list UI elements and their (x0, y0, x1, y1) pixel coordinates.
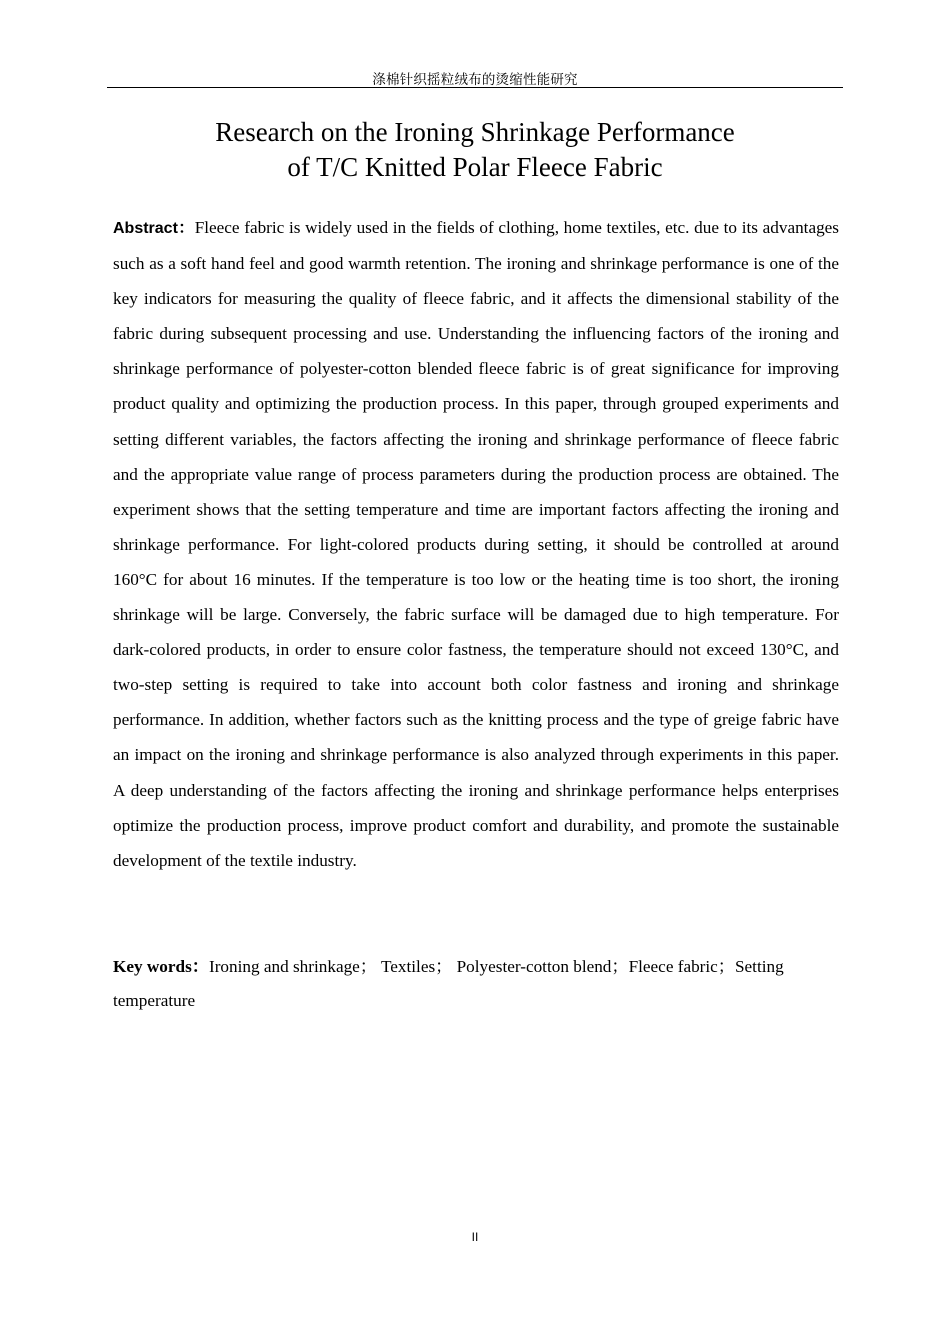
running-header: 涤棉针织摇粒绒布的烫缩性能研究 (372, 72, 578, 88)
paper-title (0, 115, 950, 185)
page-number: II (471, 1230, 479, 1244)
abstract-label: Abstract： (113, 220, 195, 237)
keywords-paragraph (113, 950, 839, 1018)
title-line-2: of T/C Knitted Polar Fleece Fabric (287, 152, 663, 182)
abstract-paragraph (113, 210, 839, 878)
abstract-text: Fleece fabric is widely used in the fields of clothing, home textiles, etc. due to its advantages such as a soft hand feel and good warmth retention. The ironing and shrinkage performance is one of the key indicators for measuring the quality of fleece fabric, and it affects the dimensional stability of the fabric during subsequent processing and use. Understanding the influencing factors of the ironing and shrinkage performance of polyester-cotton blended fleece fabric is of great significance for improving product quality and optimizing the production process. In this paper, through grouped experiments and setting different variables, the factors affecting the ironing and shrinkage performance of fleece fabric and the appropriate value range of process parameters during the production process are obtained. The experiment shows that the setting temperature and time are important factors affecting the ironing and shrinkage performance. For light-colored products during setting, it should be controlled at around 160°C for about 16 minutes. If the temperature is too low or the heating time is too short, the ironing shrinkage will be large. Conversely, the fabric surface will be damaged due to high temperature. For dark-colored products, in order to ensure color fastness, the temperature should not exceed 130°C, and two-step setting is required to take into account both color fastness and ironing and shrinkage performance. In addition, whether factors such as the knitting process and the type of greige fabric have an impact on the ironing and shrinkage performance is also analyzed through experiments in this paper. A deep understanding of the factors affecting the ironing and shrinkage performance helps enterprises optimize the production process, improve product comfort and durability, and promote the sustainable development of the textile industry. (113, 218, 839, 870)
title-line-1: Research on the Ironing Shrinkage Performance (215, 117, 735, 147)
header-rule (107, 87, 843, 88)
keywords-text: Ironing and shrinkage； Textiles； Polyester-cotton blend；Fleece fabric；Setting temperature (113, 957, 784, 1010)
keywords-label: Key words： (113, 957, 209, 976)
